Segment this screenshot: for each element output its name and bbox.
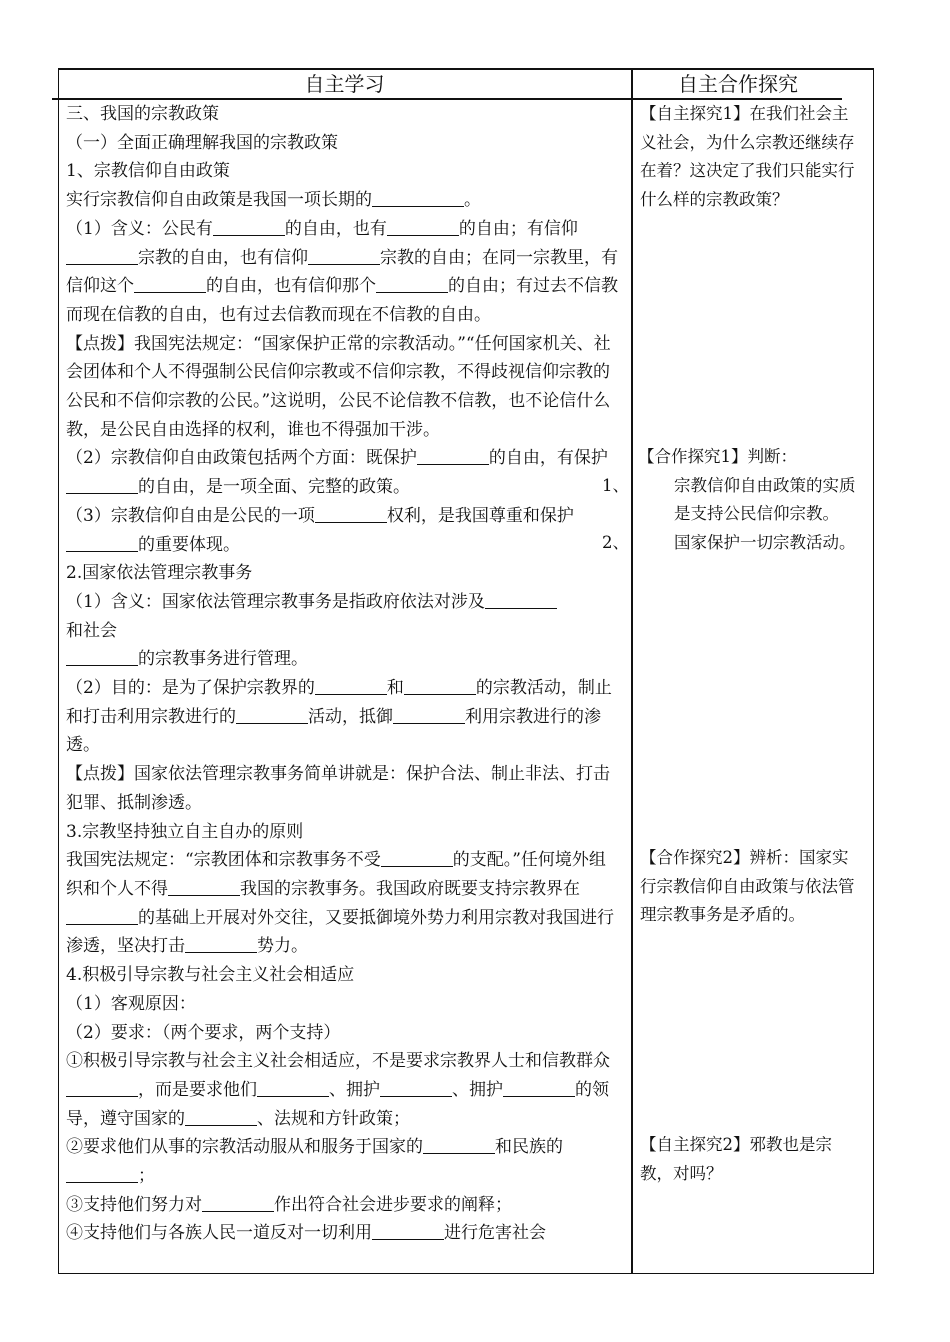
fill-blank[interactable] (387, 218, 459, 236)
fill-blank[interactable] (185, 1108, 257, 1126)
fill-blank[interactable] (66, 1165, 138, 1183)
fill-blank[interactable] (380, 1079, 452, 1097)
paragraph-two-aspects: （2）宗教信仰自由政策包括两个方面：既保护 的自由，有保护的自由，是一项全面、完整的政策。 (66, 448, 608, 498)
fill-blank[interactable] (213, 218, 285, 236)
requirement-2: ②要求他们从事的宗教活动服从和服务于国家的 和民族的； (66, 1137, 563, 1187)
fill-blank[interactable] (372, 1222, 444, 1240)
judgment-item-2: 2、 国家保护一切宗教活动。 (602, 533, 856, 553)
requirement-1: ①积极引导宗教与社会主义社会相适应，不是要求宗教界人士和信教群众，而是要求他们 、拥护 、拥护 的领导，遵守国家的 、法规和方针政策； (66, 1051, 610, 1129)
fill-blank[interactable] (485, 591, 557, 609)
fill-blank[interactable] (393, 706, 465, 724)
fill-blank[interactable] (372, 189, 464, 207)
paragraph-requirements: （2）要求：（两个要求，两个支持） (66, 1022, 341, 1043)
self-study-column (66, 100, 622, 1248)
paragraph-long-term: 实行宗教信仰自由政策是我国一项长期的 。 (66, 190, 481, 211)
section-title: 三、我国的宗教政策 (66, 104, 219, 124)
heading-2: 2.国家依法管理宗教事务 (66, 563, 253, 584)
paragraph-management: （1）含义：国家依法管理宗教事务是指政府依法对涉及 和社会 的宗教事务进行管理。 (66, 588, 622, 674)
header-self-study: 自主学习 (304, 72, 385, 96)
fill-blank[interactable] (66, 907, 138, 925)
cooperative-inquiry-1 (602, 443, 860, 558)
header-cooperative-inquiry: 自主合作探究 (678, 72, 798, 96)
fill-blank[interactable] (66, 648, 138, 666)
paragraph-purpose: （2）目的：是为了保护宗教界的 和 的宗教活动，制止和打击利用宗教进行的 活动，抵御 利用宗教进行的渗透。 (66, 678, 612, 756)
heading-3: 3.宗教坚持独立自主自办的原则 (66, 821, 304, 842)
fill-blank[interactable] (423, 1136, 495, 1154)
cooperative-inquiry-1-title: 【合作探究1】判断： (638, 447, 797, 466)
heading-1: 1、宗教信仰自由政策 (66, 161, 230, 182)
fill-blank[interactable] (168, 878, 240, 896)
inquiry-1 (640, 100, 862, 215)
fill-blank[interactable] (315, 505, 387, 523)
fill-blank[interactable] (185, 935, 257, 953)
judgment-item-1: 1、 宗教信仰自由政策的实质是支持公民信仰宗教。 (602, 475, 856, 524)
cooperative-inquiry-2-text: 【合作探究2】辨析：国家实行宗教信仰自由政策与依法管理宗教事务是矛盾的。 (640, 848, 855, 925)
self-inquiry-2 (640, 1131, 862, 1188)
fill-blank[interactable] (236, 706, 308, 724)
cooperative-inquiry-2 (640, 844, 862, 930)
fill-blank[interactable] (66, 534, 138, 552)
paragraph-reason: （1）客观原因： (66, 993, 196, 1014)
tip-management: 【点拨】国家依法管理宗教事务简单讲就是：保护合法、制止非法、打击犯罪、抵制渗透。 (66, 764, 610, 813)
paragraph-right: （3）宗教信仰自由是公民的一项 权利，是我国尊重和保护的重要体现。 (66, 505, 574, 555)
fill-blank[interactable] (308, 247, 380, 265)
subsection-title: （一）全面正确理解我国的宗教政策 (66, 132, 338, 153)
paragraph-meaning: （1）含义：公民有 的自由，也有 的自由；有信仰宗教的自由，也有信仰 宗教的自由；在同一宗教里，有信仰这个 的自由，也有信仰那个 的自由；有过去不信教而现在信教的自由，也有过去信教而现在不信教的自由。 (66, 218, 618, 325)
fill-blank[interactable] (257, 1079, 329, 1097)
fill-blank[interactable] (66, 476, 138, 494)
column-divider (631, 68, 633, 1274)
fill-blank[interactable] (134, 275, 206, 293)
paragraph-independence: 我国宪法规定：“宗教团体和宗教事务不受 的支配。”任何境外组织和个人不得 我国的宗教事务。我国政府既要支持宗教界在的基础上开展对外交往，又要抵御境外势力利用宗教对我国进行渗透，坚决打击 势力。 (66, 850, 614, 957)
fill-blank[interactable] (315, 677, 387, 695)
fill-blank[interactable] (376, 275, 448, 293)
fill-blank[interactable] (417, 447, 489, 465)
tip-constitution: 【点拨】我国宪法规定：“国家保护正常的宗教活动。”“任何国家机关、社会团体和个人不得强制公民信仰宗教或不信仰宗教，不得歧视信仰宗教的公民和不信仰宗教的公民。”这说明，公民不论信教不信教，也不论信什么教，是公民自由选择的权利，谁也不得强加干涉。 (66, 333, 611, 440)
self-inquiry-1: 【自主探究1】在我们社会主义社会，为什么宗教还继续存在着？这决定了我们只能实行什么样的宗教政策？ (640, 104, 855, 210)
fill-blank[interactable] (66, 247, 138, 265)
heading-4: 4.积极引导宗教与社会主义社会相适应 (66, 965, 355, 986)
fill-blank[interactable] (381, 849, 453, 867)
fill-blank[interactable] (202, 1194, 274, 1212)
fill-blank[interactable] (503, 1079, 575, 1097)
self-inquiry-2-text: 【自主探究2】邪教也是宗教，对吗？ (640, 1135, 832, 1183)
fill-blank[interactable] (404, 677, 476, 695)
worksheet (58, 68, 874, 1342)
fill-blank[interactable] (66, 1079, 138, 1097)
support-2: ④支持他们与各族人民一道反对一切利用 进行危害社会 (66, 1223, 546, 1244)
support-1: ③支持他们努力对 作出符合社会进步要求的阐释； (66, 1194, 512, 1215)
